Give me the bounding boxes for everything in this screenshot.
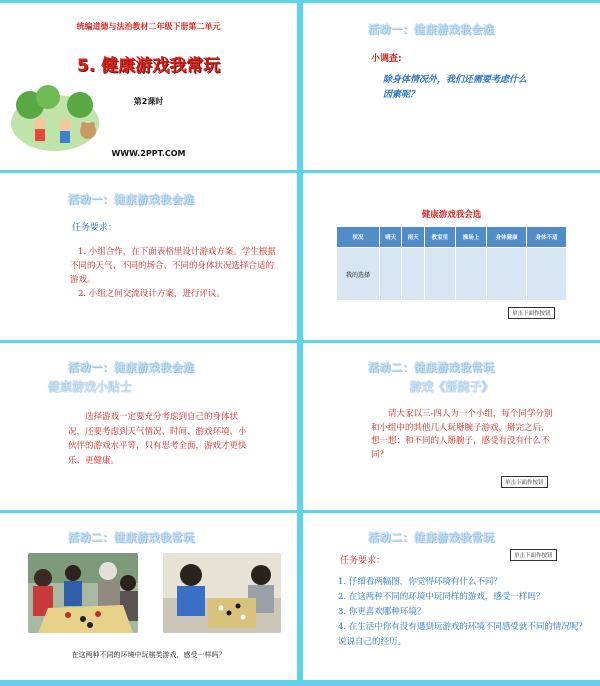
task-step: 1. 小组合作，在下面表格里设计游戏方案。学生根据不同的天气、不同的场合、不同的身体状况选择合适的游戏。	[70, 247, 276, 285]
activity-heading: 活动一：健康游戏我会选	[368, 23, 495, 36]
task-step: 2. 小组之间交流设计方案，进行评议。	[78, 289, 225, 299]
list-item: 4. 在生活中你有没有遇到玩游戏的环境不同感受就不同的情况呢？说说自己的经历。	[338, 622, 587, 647]
table-header: 操场上	[455, 227, 486, 248]
children-playing-illustration	[10, 83, 105, 153]
question-list	[338, 575, 588, 650]
slide-7-photos[interactable]	[0, 513, 297, 680]
lesson-title: 5. 健康游戏我常玩	[76, 56, 221, 76]
unit-subtitle: 统编道德与法治教材二年级下册第二单元	[76, 22, 221, 31]
table-cell[interactable]	[380, 248, 402, 301]
table-header-row	[337, 227, 567, 248]
indoor-chess-photo	[163, 553, 281, 633]
table-cell[interactable]	[424, 248, 455, 301]
table-cell[interactable]	[487, 248, 527, 301]
table-cell[interactable]	[455, 248, 486, 301]
outdoor-chess-photo	[28, 553, 138, 633]
task-steps	[70, 245, 280, 301]
activity-heading: 活动二：健康游戏我常玩	[368, 361, 495, 374]
list-item: 1. 仔细看两幅图，你觉得环境有什么不同？	[338, 577, 502, 587]
table-header: 晴天	[380, 227, 402, 248]
site-url: WWW.2PPT.COM	[111, 149, 186, 158]
table-title: 健康游戏我会选	[421, 210, 482, 220]
table-cell[interactable]	[527, 248, 567, 301]
nav-button[interactable]: 单击下面作按钮	[510, 549, 557, 561]
activity-heading: 活动一：健康游戏我会选	[68, 193, 195, 206]
nav-button[interactable]: 单击下面作按钮	[501, 476, 548, 488]
slide-6-game[interactable]	[303, 343, 600, 510]
task-label: 任务要求：	[72, 223, 118, 233]
table-cell[interactable]	[402, 248, 424, 301]
table-header: 状况	[337, 227, 380, 248]
table-row	[337, 248, 567, 301]
lesson-period: 第2课时	[133, 97, 164, 106]
table-header: 身体不适	[527, 227, 567, 248]
slide-2-survey[interactable]	[303, 3, 600, 170]
game-text: 请大家以三-四人为一个小组，每个同学分别和小组中的其他几人玩掰腕子游戏，掰完之后，想一想：和不同的人掰腕子，感受有没有什么不同？	[371, 409, 553, 460]
game-selection-table	[336, 226, 567, 301]
slide-1-title[interactable]	[0, 3, 297, 170]
nav-button[interactable]: 单击下面作按钮	[508, 307, 555, 319]
slide-5-tips[interactable]	[0, 343, 297, 510]
tips-title: 健康游戏小贴士	[48, 380, 133, 394]
survey-question: 除身体情况外，我们还需要考虑什么因素呢？	[383, 75, 528, 100]
game-title: 游戏《掰腕子》	[409, 380, 494, 394]
photo-caption: 在这两种不同的环境中玩棋类游戏，感受一样吗？	[71, 651, 226, 659]
table-header: 身体健康	[487, 227, 527, 248]
activity-heading: 活动一：健康游戏我会选	[68, 361, 195, 374]
tips-text: 选择游戏一定要充分考虑到自己的身体状况，还要考虑到天气情况、时间、游戏环境、小伙伴的游戏水平等，只有思考全面，游戏才更快乐、更健康。	[68, 412, 247, 466]
table-header: 雨天	[402, 227, 424, 248]
list-item: 2. 在这两种不同的环境中玩同样的游戏，感受一样吗？	[338, 592, 545, 602]
task-label: 任务要求：	[340, 556, 386, 566]
survey-label: 小调查:	[371, 54, 402, 64]
slide-8-questions[interactable]	[303, 513, 600, 680]
row-label: 我的选择	[337, 248, 380, 301]
activity-heading: 活动二：健康游戏我常玩	[68, 531, 195, 544]
table-header: 教室里	[424, 227, 455, 248]
activity-heading: 活动二：健康游戏我常玩	[368, 531, 495, 544]
slide-4-table[interactable]	[303, 173, 600, 340]
slide-3-task[interactable]	[0, 173, 297, 340]
list-item: 3. 你更喜欢哪种环境？	[338, 607, 426, 617]
